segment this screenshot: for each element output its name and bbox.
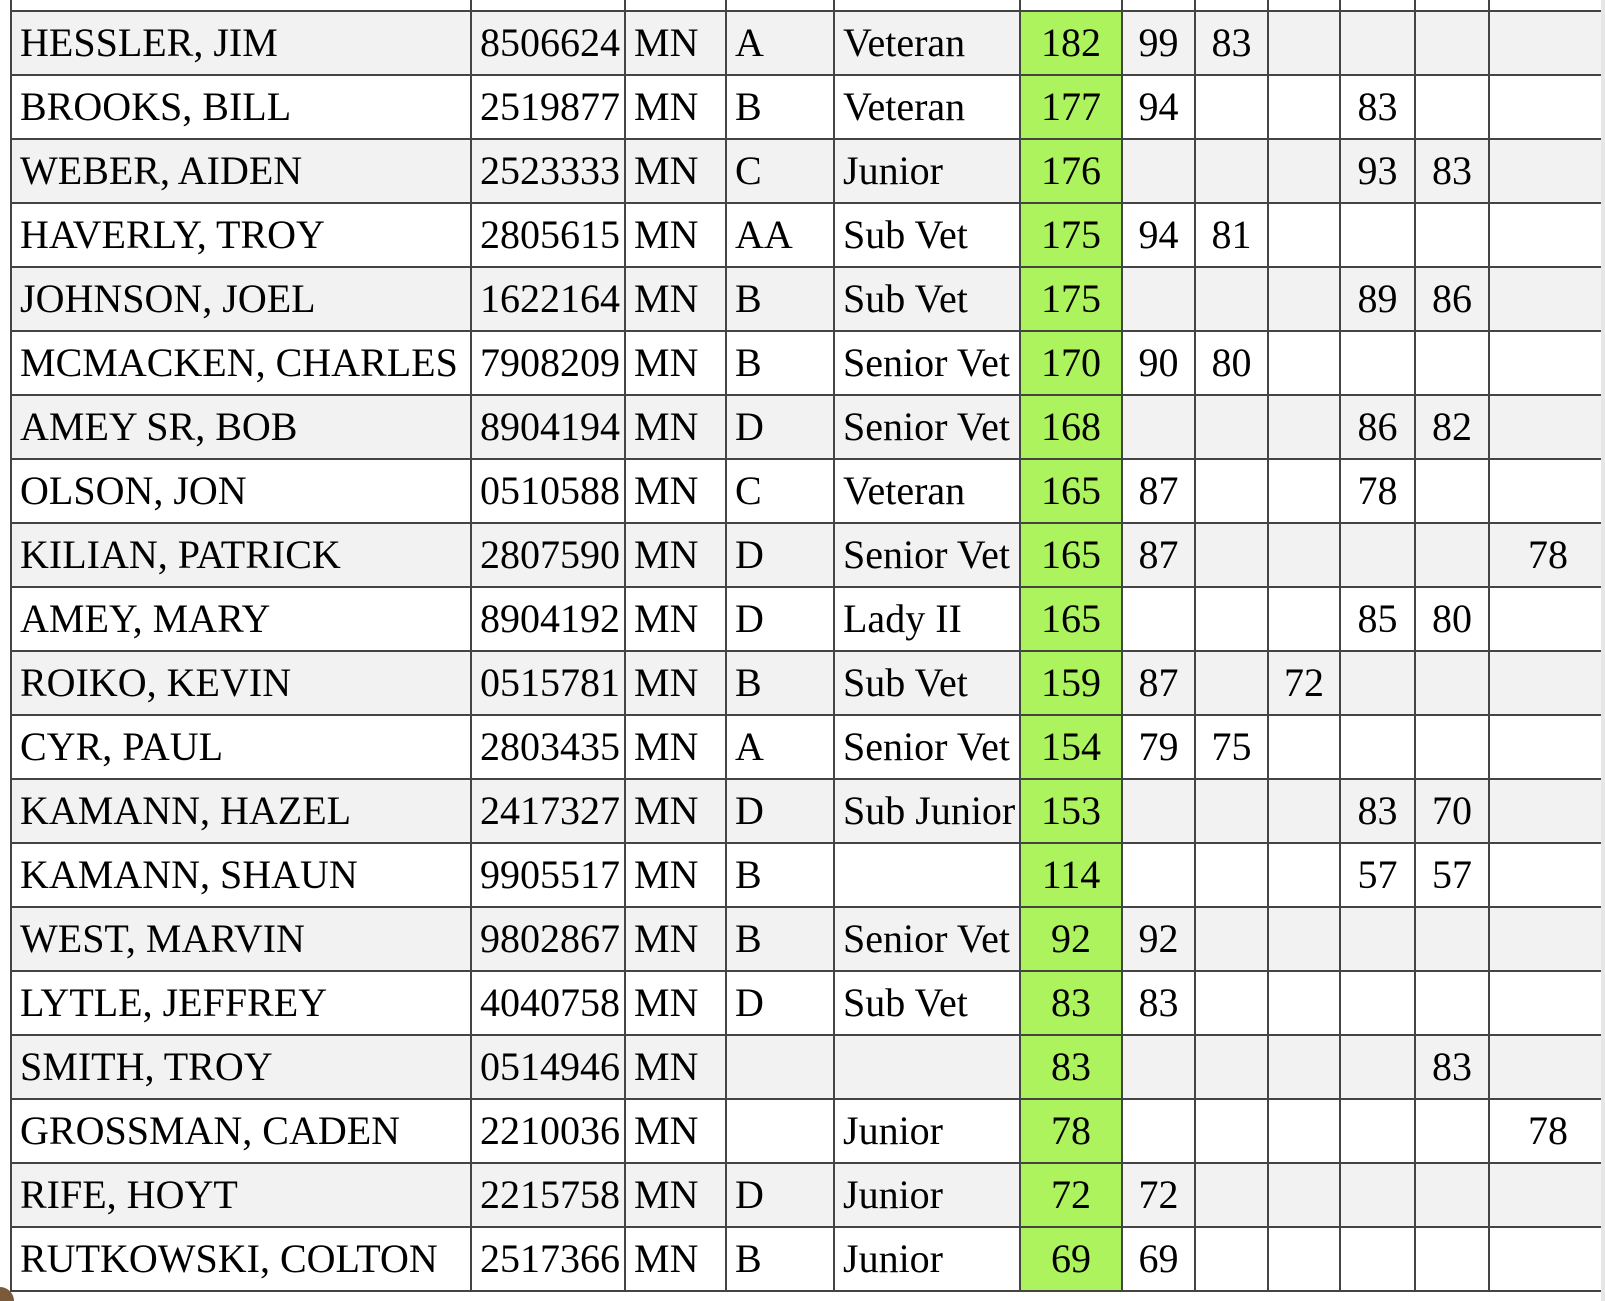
score-6-cell [1489, 11, 1605, 75]
score-1-cell [1122, 779, 1195, 843]
category-cell: Junior [834, 1163, 1020, 1227]
window-right-edge [1601, 0, 1605, 1301]
total-score-cell: 114 [1020, 843, 1122, 907]
score-2-cell [1195, 971, 1268, 1035]
name-cell: RIFE, HOYT [11, 1163, 471, 1227]
score-1-cell: 69 [1122, 1227, 1195, 1291]
class-cell: B [726, 843, 834, 907]
table-row [11, 139, 1605, 203]
category-cell: Sub Vet [834, 971, 1020, 1035]
total-score-cell: 168 [1020, 395, 1122, 459]
score-4-cell: 89 [1340, 267, 1415, 331]
category-cell: Senior Vet [834, 331, 1020, 395]
score-4-cell [1340, 1227, 1415, 1291]
class-cell: D [726, 779, 834, 843]
score-6-cell [1489, 587, 1605, 651]
score-5-cell [1415, 1099, 1489, 1163]
name-cell: BROOKS, BILL [11, 75, 471, 139]
member-id-cell: 1622164 [471, 267, 625, 331]
score-2-cell [1195, 1035, 1268, 1099]
total-score-cell: 92 [1020, 907, 1122, 971]
score-1-cell: 87 [1122, 523, 1195, 587]
name-cell: HAVERLY, TROY [11, 203, 471, 267]
score-3-cell [1268, 587, 1340, 651]
name-cell: KILIAN, PATRICK [11, 523, 471, 587]
score-3-cell [1268, 1163, 1340, 1227]
score-4-cell [1340, 331, 1415, 395]
total-score-cell: 69 [1020, 1227, 1122, 1291]
class-cell: B [726, 331, 834, 395]
score-1-cell [1122, 267, 1195, 331]
score-1-cell: 72 [1122, 1163, 1195, 1227]
score-2-cell [1195, 75, 1268, 139]
score-1-cell: 92 [1122, 907, 1195, 971]
score-6-cell [1489, 331, 1605, 395]
table-row [11, 75, 1605, 139]
class-cell [726, 1099, 834, 1163]
class-cell: C [726, 139, 834, 203]
score-4-cell: 86 [1340, 395, 1415, 459]
score-3-cell [1268, 1227, 1340, 1291]
class-cell: B [726, 651, 834, 715]
score-5-cell [1415, 459, 1489, 523]
score-4-cell: 93 [1340, 139, 1415, 203]
category-cell: Junior [834, 1099, 1020, 1163]
member-id-cell: 9905517 [471, 843, 625, 907]
score-1-cell [1122, 395, 1195, 459]
score-1-cell: 99 [1122, 11, 1195, 75]
score-6-cell [1489, 1163, 1605, 1227]
score-1-cell: 94 [1122, 75, 1195, 139]
score-3-cell [1268, 203, 1340, 267]
total-score-cell: 175 [1020, 203, 1122, 267]
score-5-cell [1415, 75, 1489, 139]
score-1-cell [1122, 587, 1195, 651]
state-cell: MN [625, 971, 726, 1035]
category-cell: Sub Junior [834, 779, 1020, 843]
name-cell: CYR, PAUL [11, 715, 471, 779]
name-cell: WEST, MARVIN [11, 907, 471, 971]
score-3-cell [1268, 267, 1340, 331]
class-cell: D [726, 523, 834, 587]
state-cell: MN [625, 459, 726, 523]
score-5-cell: 82 [1415, 395, 1489, 459]
score-4-cell [1340, 1035, 1415, 1099]
results-table [10, 10, 1605, 1292]
member-id-cell: 2210036 [471, 1099, 625, 1163]
score-2-cell [1195, 1099, 1268, 1163]
score-2-cell [1195, 779, 1268, 843]
score-6-cell: 78 [1489, 523, 1605, 587]
score-4-cell: 83 [1340, 779, 1415, 843]
state-cell: MN [625, 395, 726, 459]
score-1-cell: 83 [1122, 971, 1195, 1035]
member-id-cell: 8506624 [471, 11, 625, 75]
member-id-cell: 0515781 [471, 651, 625, 715]
score-2-cell [1195, 267, 1268, 331]
total-score-cell: 78 [1020, 1099, 1122, 1163]
name-cell: KAMANN, SHAUN [11, 843, 471, 907]
score-6-cell [1489, 843, 1605, 907]
score-2-cell [1195, 1163, 1268, 1227]
score-1-cell [1122, 1099, 1195, 1163]
category-cell: Junior [834, 139, 1020, 203]
total-score-cell: 182 [1020, 11, 1122, 75]
class-cell: D [726, 587, 834, 651]
table-top-edge [10, 0, 1605, 10]
table-row [11, 1163, 1605, 1227]
score-2-cell [1195, 587, 1268, 651]
score-2-cell [1195, 139, 1268, 203]
score-1-cell: 90 [1122, 331, 1195, 395]
score-5-cell: 86 [1415, 267, 1489, 331]
score-6-cell [1489, 203, 1605, 267]
state-cell: MN [625, 1099, 726, 1163]
name-cell: OLSON, JON [11, 459, 471, 523]
total-score-cell: 176 [1020, 139, 1122, 203]
results-table-container [10, 10, 1605, 1292]
total-score-cell: 72 [1020, 1163, 1122, 1227]
name-cell: MCMACKEN, CHARLES [11, 331, 471, 395]
score-3-cell [1268, 779, 1340, 843]
score-2-cell [1195, 1227, 1268, 1291]
score-5-cell: 80 [1415, 587, 1489, 651]
state-cell: MN [625, 715, 726, 779]
name-cell: JOHNSON, JOEL [11, 267, 471, 331]
score-5-cell [1415, 715, 1489, 779]
score-2-cell [1195, 651, 1268, 715]
score-6-cell [1489, 139, 1605, 203]
category-cell: Veteran [834, 11, 1020, 75]
member-id-cell: 2803435 [471, 715, 625, 779]
class-cell [726, 1035, 834, 1099]
score-3-cell [1268, 1099, 1340, 1163]
score-6-cell [1489, 395, 1605, 459]
score-6-cell [1489, 459, 1605, 523]
state-cell: MN [625, 139, 726, 203]
score-6-cell: 78 [1489, 1099, 1605, 1163]
table-row [11, 843, 1605, 907]
score-4-cell [1340, 1163, 1415, 1227]
table-row [11, 587, 1605, 651]
category-cell: Senior Vet [834, 715, 1020, 779]
score-2-cell: 75 [1195, 715, 1268, 779]
member-id-cell: 4040758 [471, 971, 625, 1035]
score-5-cell [1415, 971, 1489, 1035]
score-3-cell [1268, 459, 1340, 523]
score-4-cell [1340, 715, 1415, 779]
score-5-cell [1415, 1163, 1489, 1227]
name-cell: KAMANN, HAZEL [11, 779, 471, 843]
table-row [11, 523, 1605, 587]
state-cell: MN [625, 75, 726, 139]
score-5-cell [1415, 331, 1489, 395]
class-cell: D [726, 971, 834, 1035]
score-3-cell [1268, 843, 1340, 907]
score-3-cell [1268, 523, 1340, 587]
state-cell: MN [625, 907, 726, 971]
state-cell: MN [625, 203, 726, 267]
score-1-cell [1122, 1035, 1195, 1099]
score-6-cell [1489, 971, 1605, 1035]
class-cell: C [726, 459, 834, 523]
category-cell: Senior Vet [834, 395, 1020, 459]
score-4-cell [1340, 11, 1415, 75]
score-3-cell [1268, 139, 1340, 203]
score-3-cell [1268, 331, 1340, 395]
score-5-cell: 57 [1415, 843, 1489, 907]
category-cell: Veteran [834, 75, 1020, 139]
score-3-cell [1268, 1035, 1340, 1099]
state-cell: MN [625, 267, 726, 331]
score-6-cell [1489, 1227, 1605, 1291]
total-score-cell: 159 [1020, 651, 1122, 715]
score-5-cell [1415, 1227, 1489, 1291]
total-score-cell: 165 [1020, 523, 1122, 587]
score-3-cell: 72 [1268, 651, 1340, 715]
score-3-cell [1268, 715, 1340, 779]
score-6-cell [1489, 651, 1605, 715]
table-row [11, 907, 1605, 971]
state-cell: MN [625, 843, 726, 907]
class-cell: A [726, 715, 834, 779]
score-1-cell [1122, 139, 1195, 203]
table-row [11, 395, 1605, 459]
score-1-cell: 79 [1122, 715, 1195, 779]
score-4-cell: 57 [1340, 843, 1415, 907]
score-4-cell [1340, 907, 1415, 971]
name-cell: GROSSMAN, CADEN [11, 1099, 471, 1163]
member-id-cell: 2807590 [471, 523, 625, 587]
name-cell: LYTLE, JEFFREY [11, 971, 471, 1035]
member-id-cell: 0510588 [471, 459, 625, 523]
class-cell: D [726, 1163, 834, 1227]
state-cell: MN [625, 651, 726, 715]
member-id-cell: 2805615 [471, 203, 625, 267]
total-score-cell: 165 [1020, 459, 1122, 523]
score-2-cell: 81 [1195, 203, 1268, 267]
score-6-cell [1489, 267, 1605, 331]
category-cell: Junior [834, 1227, 1020, 1291]
score-3-cell [1268, 75, 1340, 139]
state-cell: MN [625, 331, 726, 395]
score-1-cell: 87 [1122, 651, 1195, 715]
score-5-cell [1415, 523, 1489, 587]
total-score-cell: 170 [1020, 331, 1122, 395]
table-row [11, 331, 1605, 395]
class-cell: B [726, 907, 834, 971]
score-4-cell [1340, 651, 1415, 715]
category-cell [834, 843, 1020, 907]
table-row [11, 203, 1605, 267]
score-6-cell [1489, 779, 1605, 843]
total-score-cell: 154 [1020, 715, 1122, 779]
table-row [11, 1035, 1605, 1099]
table-row [11, 1099, 1605, 1163]
total-score-cell: 165 [1020, 587, 1122, 651]
score-5-cell [1415, 11, 1489, 75]
category-cell: Sub Vet [834, 651, 1020, 715]
member-id-cell: 2517366 [471, 1227, 625, 1291]
name-cell: ROIKO, KEVIN [11, 651, 471, 715]
name-cell: SMITH, TROY [11, 1035, 471, 1099]
total-score-cell: 177 [1020, 75, 1122, 139]
score-2-cell: 80 [1195, 331, 1268, 395]
score-5-cell: 83 [1415, 1035, 1489, 1099]
score-6-cell [1489, 75, 1605, 139]
member-id-cell: 8904194 [471, 395, 625, 459]
total-score-cell: 83 [1020, 971, 1122, 1035]
score-1-cell: 94 [1122, 203, 1195, 267]
table-row [11, 779, 1605, 843]
score-5-cell [1415, 651, 1489, 715]
total-score-cell: 153 [1020, 779, 1122, 843]
category-cell: Veteran [834, 459, 1020, 523]
score-4-cell [1340, 203, 1415, 267]
score-2-cell: 83 [1195, 11, 1268, 75]
member-id-cell: 7908209 [471, 331, 625, 395]
table-row [11, 11, 1605, 75]
category-cell: Sub Vet [834, 267, 1020, 331]
score-4-cell: 83 [1340, 75, 1415, 139]
score-2-cell [1195, 395, 1268, 459]
score-5-cell: 70 [1415, 779, 1489, 843]
member-id-cell: 2215758 [471, 1163, 625, 1227]
score-6-cell [1489, 1035, 1605, 1099]
state-cell: MN [625, 11, 726, 75]
name-cell: HESSLER, JIM [11, 11, 471, 75]
score-2-cell [1195, 907, 1268, 971]
table-row [11, 651, 1605, 715]
score-3-cell [1268, 971, 1340, 1035]
name-cell: RUTKOWSKI, COLTON [11, 1227, 471, 1291]
class-cell: D [726, 395, 834, 459]
category-cell: Lady II [834, 587, 1020, 651]
score-4-cell [1340, 971, 1415, 1035]
score-3-cell [1268, 11, 1340, 75]
results-table-body [11, 11, 1605, 1291]
score-3-cell [1268, 395, 1340, 459]
member-id-cell: 2417327 [471, 779, 625, 843]
class-cell: B [726, 1227, 834, 1291]
name-cell: AMEY SR, BOB [11, 395, 471, 459]
score-6-cell [1489, 715, 1605, 779]
member-id-cell: 8904192 [471, 587, 625, 651]
member-id-cell: 2519877 [471, 75, 625, 139]
class-cell: B [726, 267, 834, 331]
name-cell: WEBER, AIDEN [11, 139, 471, 203]
score-5-cell [1415, 203, 1489, 267]
state-cell: MN [625, 1035, 726, 1099]
class-cell: AA [726, 203, 834, 267]
class-cell: B [726, 75, 834, 139]
score-2-cell [1195, 843, 1268, 907]
table-row [11, 1227, 1605, 1291]
name-cell: AMEY, MARY [11, 587, 471, 651]
score-4-cell: 85 [1340, 587, 1415, 651]
state-cell: MN [625, 587, 726, 651]
member-id-cell: 9802867 [471, 907, 625, 971]
state-cell: MN [625, 1227, 726, 1291]
table-row [11, 971, 1605, 1035]
category-cell [834, 1035, 1020, 1099]
state-cell: MN [625, 779, 726, 843]
score-4-cell: 78 [1340, 459, 1415, 523]
score-4-cell [1340, 523, 1415, 587]
member-id-cell: 0514946 [471, 1035, 625, 1099]
score-1-cell [1122, 843, 1195, 907]
state-cell: MN [625, 523, 726, 587]
score-5-cell [1415, 907, 1489, 971]
score-2-cell [1195, 459, 1268, 523]
category-cell: Senior Vet [834, 523, 1020, 587]
category-cell: Senior Vet [834, 907, 1020, 971]
member-id-cell: 2523333 [471, 139, 625, 203]
score-1-cell: 87 [1122, 459, 1195, 523]
score-2-cell [1195, 523, 1268, 587]
total-score-cell: 83 [1020, 1035, 1122, 1099]
score-3-cell [1268, 907, 1340, 971]
table-row [11, 715, 1605, 779]
table-row [11, 267, 1605, 331]
table-row [11, 459, 1605, 523]
class-cell: A [726, 11, 834, 75]
total-score-cell: 175 [1020, 267, 1122, 331]
category-cell: Sub Vet [834, 203, 1020, 267]
score-6-cell [1489, 907, 1605, 971]
score-4-cell [1340, 1099, 1415, 1163]
state-cell: MN [625, 1163, 726, 1227]
score-5-cell: 83 [1415, 139, 1489, 203]
